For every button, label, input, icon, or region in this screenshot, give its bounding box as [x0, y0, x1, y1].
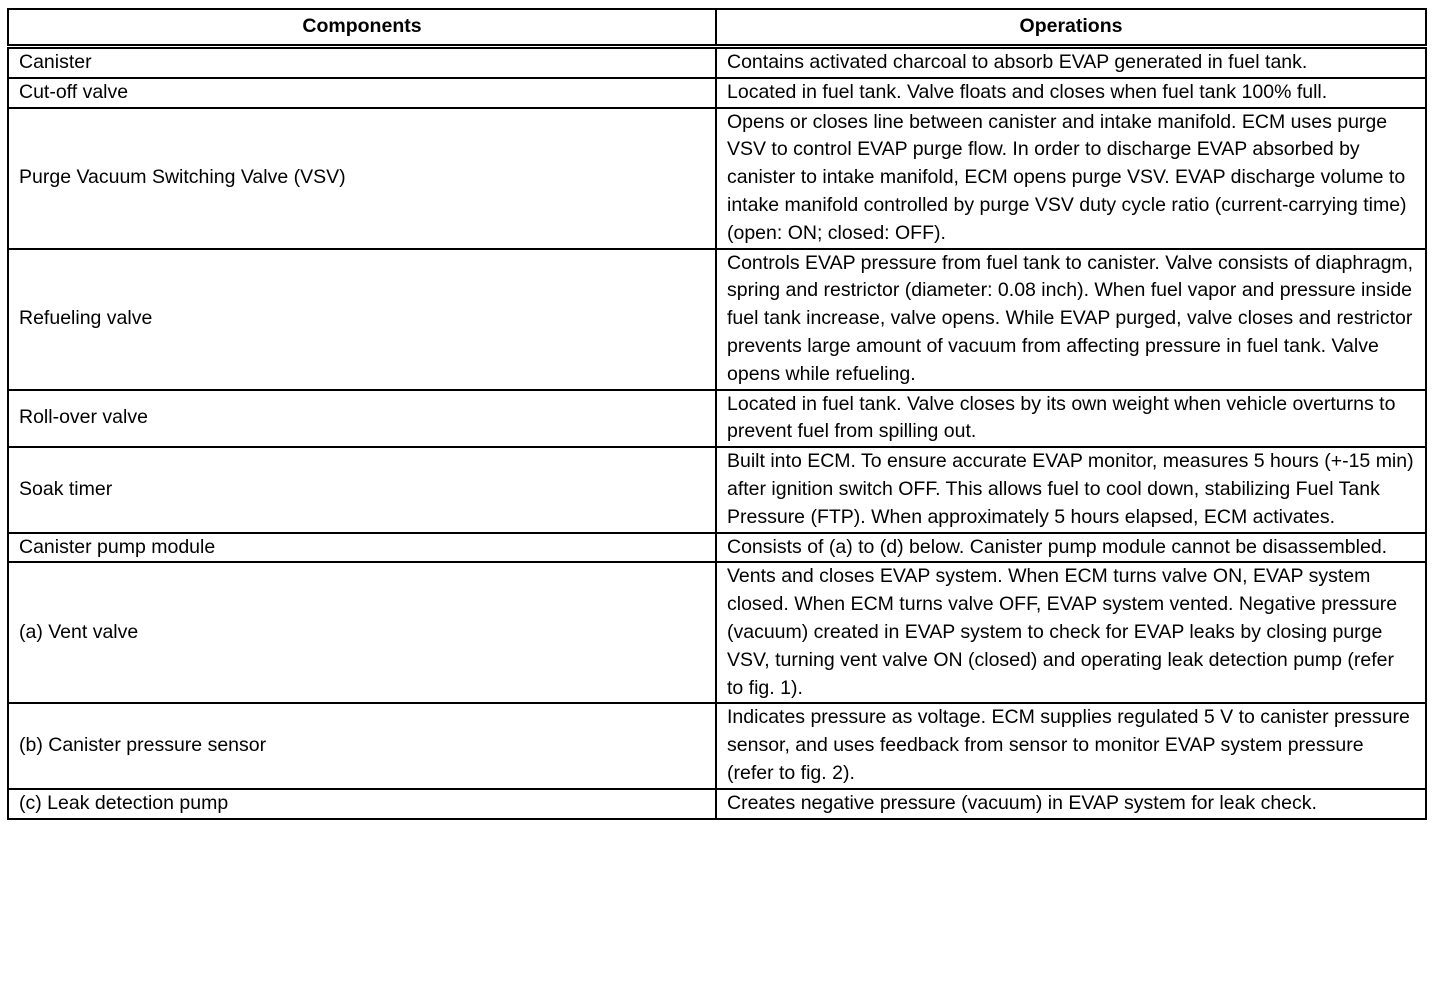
table-row: [8, 447, 1426, 532]
operation-cell: Indicates pressure as voltage. ECM supplies regulated 5 V to canister pressure sensor, and uses feedback from sensor to monitor EVAP system pressure (refer to fig. 2).: [716, 703, 1426, 788]
table-row: [8, 562, 1426, 703]
operation-cell: Built into ECM. To ensure accurate EVAP monitor, measures 5 hours (+-15 min) after ignition switch OFF. This allows fuel to cool down, stabilizing Fuel Tank Pressure (FTP). When approximately 5 hours elapsed, ECM activates.: [716, 447, 1426, 532]
table-row: [8, 533, 1426, 563]
operation-cell: Located in fuel tank. Valve closes by its own weight when vehicle overturns to prevent fuel from spilling out.: [716, 390, 1426, 448]
component-cell: Canister: [8, 47, 716, 78]
operation-cell: Creates negative pressure (vacuum) in EVAP system for leak check.: [716, 789, 1426, 819]
table-row: [8, 789, 1426, 819]
component-cell: (a) Vent valve: [8, 562, 716, 703]
operation-cell: Controls EVAP pressure from fuel tank to canister. Valve consists of diaphragm, spring and restrictor (diameter: 0.08 inch). When fuel vapor and pressure inside fuel tank increase, valve opens. While EVAP purged, valve closes and restrictor prevents large amount of vacuum from affecting pressure in fuel tank. Valve opens while refueling.: [716, 249, 1426, 390]
table-row: [8, 390, 1426, 448]
table-row: [8, 703, 1426, 788]
table-header-row: [8, 9, 1426, 47]
header-components: Components: [8, 9, 716, 47]
table-row: [8, 249, 1426, 390]
header-operations: Operations: [716, 9, 1426, 47]
component-cell: (c) Leak detection pump: [8, 789, 716, 819]
evap-components-table: [7, 8, 1427, 820]
component-cell: (b) Canister pressure sensor: [8, 703, 716, 788]
component-cell: Roll-over valve: [8, 390, 716, 448]
operation-cell: Opens or closes line between canister and intake manifold. ECM uses purge VSV to control EVAP purge flow. In order to discharge EVAP absorbed by canister to intake manifold, ECM opens purge VSV. EVAP discharge volume to intake manifold controlled by purge VSV duty cycle ratio (current-carrying time) (open: ON; closed: OFF).: [716, 108, 1426, 249]
table-row: [8, 78, 1426, 108]
component-cell: Refueling valve: [8, 249, 716, 390]
operation-cell: Vents and closes EVAP system. When ECM turns valve ON, EVAP system closed. When ECM turns valve OFF, EVAP system vented. Negative pressure (vacuum) created in EVAP system to check for EVAP leaks by closing purge VSV, turning vent valve ON (closed) and operating leak detection pump (refer to fig. 1).: [716, 562, 1426, 703]
operation-cell: Located in fuel tank. Valve floats and closes when fuel tank 100% full.: [716, 78, 1426, 108]
component-cell: Canister pump module: [8, 533, 716, 563]
operation-cell: Consists of (a) to (d) below. Canister pump module cannot be disassembled.: [716, 533, 1426, 563]
component-cell: Soak timer: [8, 447, 716, 532]
component-cell: Cut-off valve: [8, 78, 716, 108]
component-cell: Purge Vacuum Switching Valve (VSV): [8, 108, 716, 249]
table-row: [8, 47, 1426, 78]
table-row: [8, 108, 1426, 249]
operation-cell: Contains activated charcoal to absorb EVAP generated in fuel tank.: [716, 47, 1426, 78]
